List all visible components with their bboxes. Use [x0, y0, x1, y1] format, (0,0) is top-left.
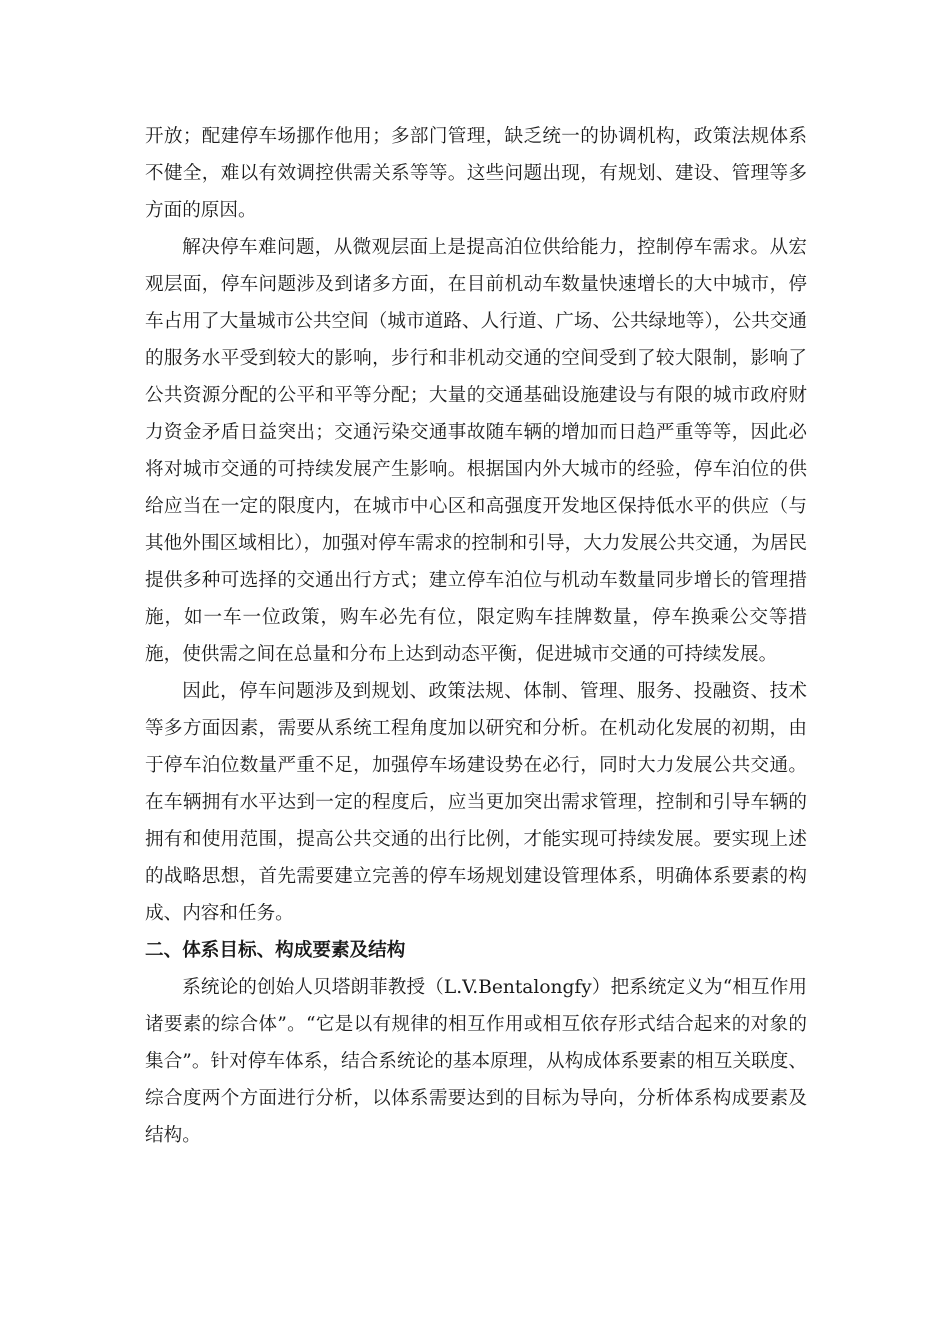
document-page	[145, 118, 807, 1154]
paragraph-continuation: 开放；配建停车场挪作他用；多部门管理，缺乏统一的协调机构，政策法规体系不健全，难以有效调控供需关系等等。这些问题出现，有规划、建设、管理等多方面的原因。	[145, 126, 807, 221]
paragraph-system-theory: 系统论的创始人贝塔朗菲教授（L.V.Bentalongfy）把系统定义为“相互作用诸要素的综合体”。“它是以有规律的相互作用或相互依存形式结合起来的对象的集合”。针对停车体系，结合系统论的基本原理，从构成体系要素的相互关联度、综合度两个方面进行分析，以体系需要达到的目标为导向，分析体系构成要素及结构。	[145, 977, 807, 1146]
section-heading: 二、体系目标、构成要素及结构	[145, 940, 406, 961]
paragraph-system-engineering: 因此，停车问题涉及到规划、政策法规、体制、管理、服务、投融资、技术等多方面因素，需要从系统工程角度加以研究和分析。在机动化发展的初期，由于停车泊位数量严重不足，加强停车场建设势在必行，同时大力发展公共交通。在车辆拥有水平达到一定的程度后，应当更加突出需求管理，控制和引导车辆的拥有和使用范围，提高公共交通的出行比例，才能实现可持续发展。要实现上述的战略思想，首先需要建立完善的停车场规划建设管理体系，明确体系要素的构成、内容和任务。	[145, 681, 807, 924]
paragraph-parking-solution: 解决停车难问题，从微观层面上是提高泊位供给能力，控制停车需求。从宏观层面，停车问题涉及到诸多方面，在目前机动车数量快速增长的大中城市，停车占用了大量城市公共空间（城市道路、人行道、广场、公共绿地等），公共交通的服务水平受到较大的影响，步行和非机动交通的空间受到了较大限制，影响了公共资源分配的公平和平等分配；大量的交通基础设施建设与有限的城市政府财力资金矛盾日益突出；交通污染交通事故随车辆的增加而日趋严重等等，因此必将对城市交通的可持续发展产生影响。根据国内外大城市的经验，停车泊位的供给应当在一定的限度内，在城市中心区和高强度开发地区保持低水平的供应（与其他外围区域相比），加强对停车需求的控制和引导，大力发展公共交通，为居民提供多种可选择的交通出行方式；建立停车泊位与机动车数量同步增长的管理措施，如一车一位政策，购车必先有位，限定购车挂牌数量，停车换乘公交等措施，使供需之间在总量和分布上达到动态平衡，促进城市交通的可持续发展。	[145, 237, 807, 665]
